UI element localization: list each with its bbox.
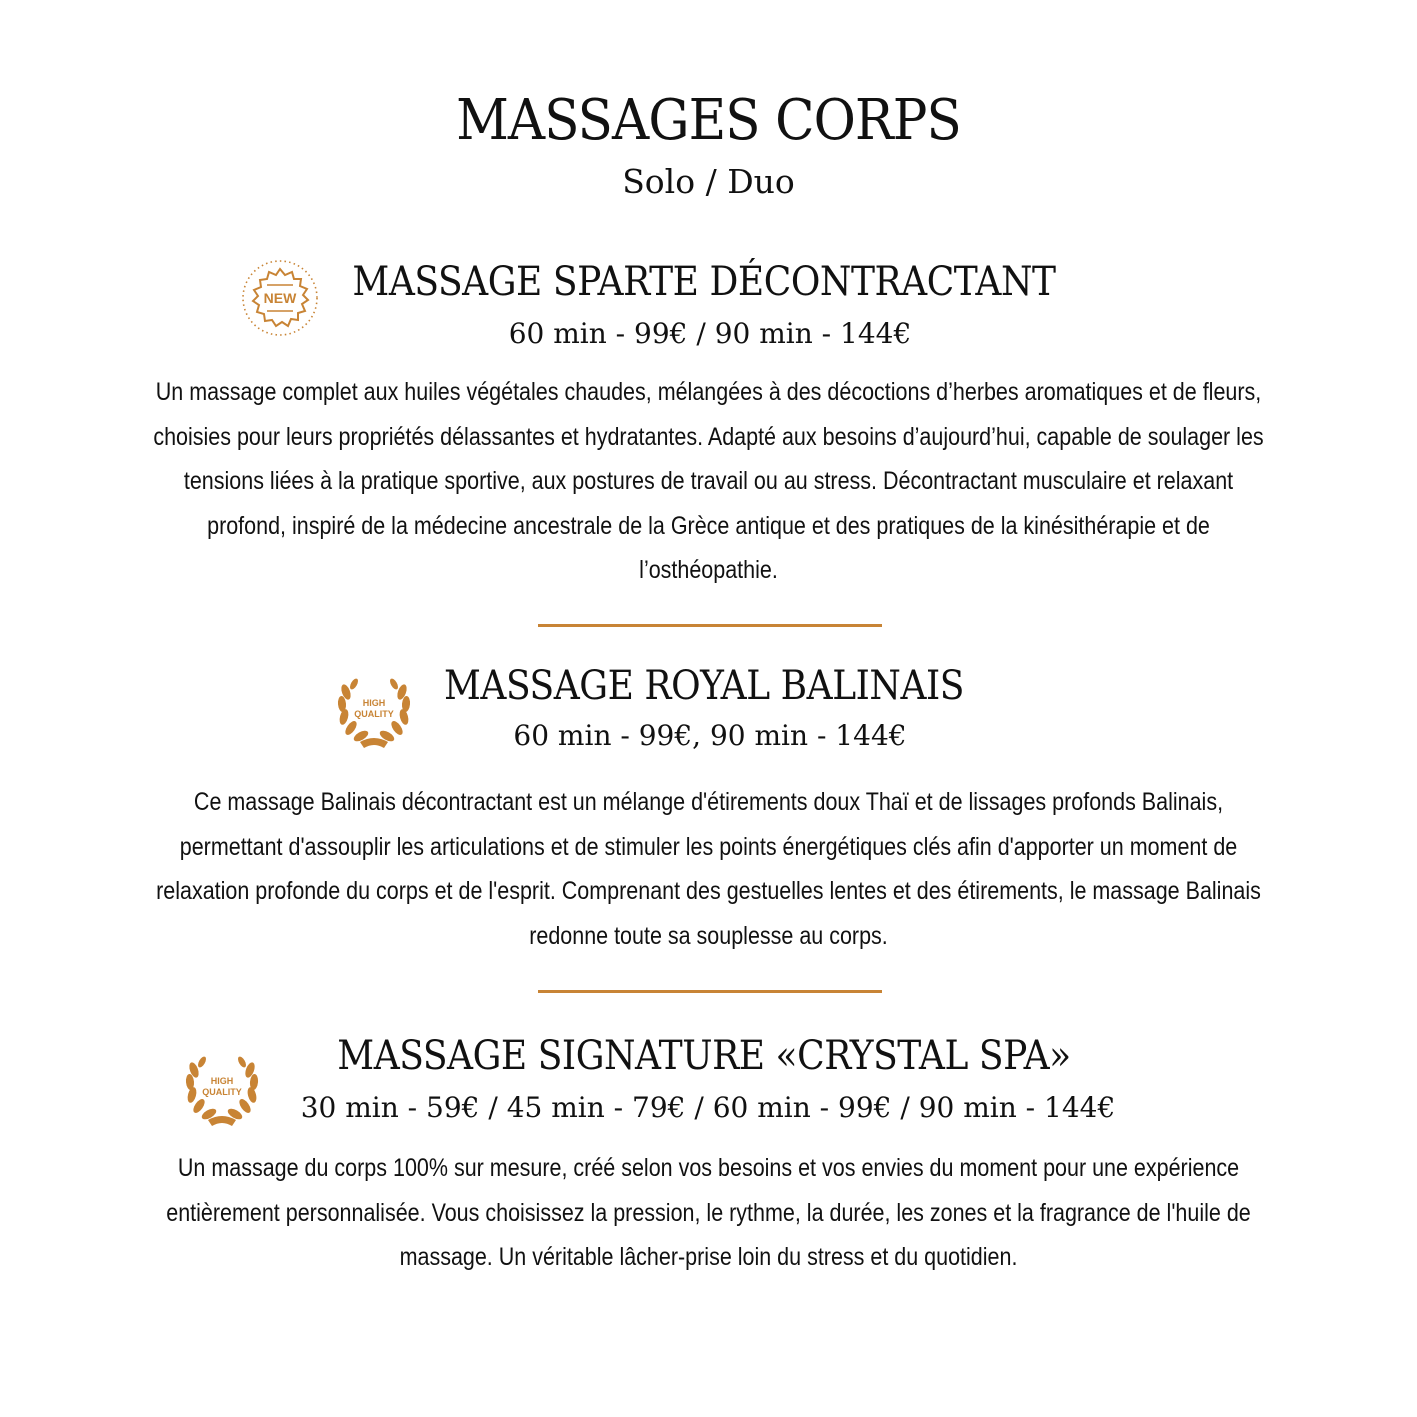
- page-title: MASSAGES CORPS: [456, 88, 961, 153]
- service-title: MASSAGE SIGNATURE «CRYSTAL SPA»: [337, 1033, 1071, 1079]
- service-title: MASSAGE ROYAL BALINAIS: [443, 663, 965, 709]
- badge-line2: QUALITY: [202, 1087, 242, 1097]
- badge-line2: QUALITY: [354, 709, 394, 719]
- badge-line1: HIGH: [362, 698, 386, 708]
- page-subtitle: Solo / Duo: [622, 162, 795, 201]
- service-description: Ce massage Balinais décontractant est un mélange d'étirements doux Thaï et de lissages profonds Balinais, permettant d'assouplir les articulations et de stimuler les points énergétiques clés afin d'apporter un moment de relaxation profonde du corps et de l'esprit. Comprenant des gestuelles lentes et des étirements, le massage Balinais redonne toute sa souplesse au corps.: [156, 788, 1261, 950]
- service-price: 30 min - 59€ / 45 min - 79€ / 60 min - 99€ / 90 min - 144€: [300, 1091, 1116, 1124]
- section-divider: [538, 624, 882, 627]
- section-divider: [538, 990, 882, 993]
- high-quality-laurel-icon: [178, 1042, 266, 1130]
- service-title: MASSAGE SPARTE DÉCONTRACTANT: [352, 259, 1056, 305]
- service-price: 60 min - 99€ / 90 min - 144€: [508, 317, 912, 350]
- service-description: Un massage complet aux huiles végétales chaudes, mélangées à des décoctions d’herbes aromatiques et de fleurs, choisies pour leurs propriétés délassantes et hydratantes. Adapté aux besoins d’aujourd’hui, capable de soulager les tensions liées à la pratique sportive, aux postures de travail ou au stress. Décontractant musculaire et relaxant profond, inspiré de la médecine ancestrale de la Grèce antique et des pratiques de la kinésithérapie et de l’osthéopathie.: [153, 378, 1264, 584]
- new-badge-label: NEW: [263, 290, 297, 306]
- high-quality-laurel-icon: [330, 664, 418, 752]
- service-description: Un massage du corps 100% sur mesure, créé selon vos besoins et vos envies du moment pour une expérience entièrement personnalisée. Vous choisissez la pression, le rythme, la durée, les zones et la fragrance de l'huile de massage. Un véritable lâcher-prise loin du stress et du quotidien.: [166, 1154, 1251, 1271]
- new-badge-icon: [240, 258, 320, 338]
- badge-line1: HIGH: [210, 1076, 234, 1086]
- service-price: 60 min - 99€, 90 min - 144€: [513, 719, 907, 752]
